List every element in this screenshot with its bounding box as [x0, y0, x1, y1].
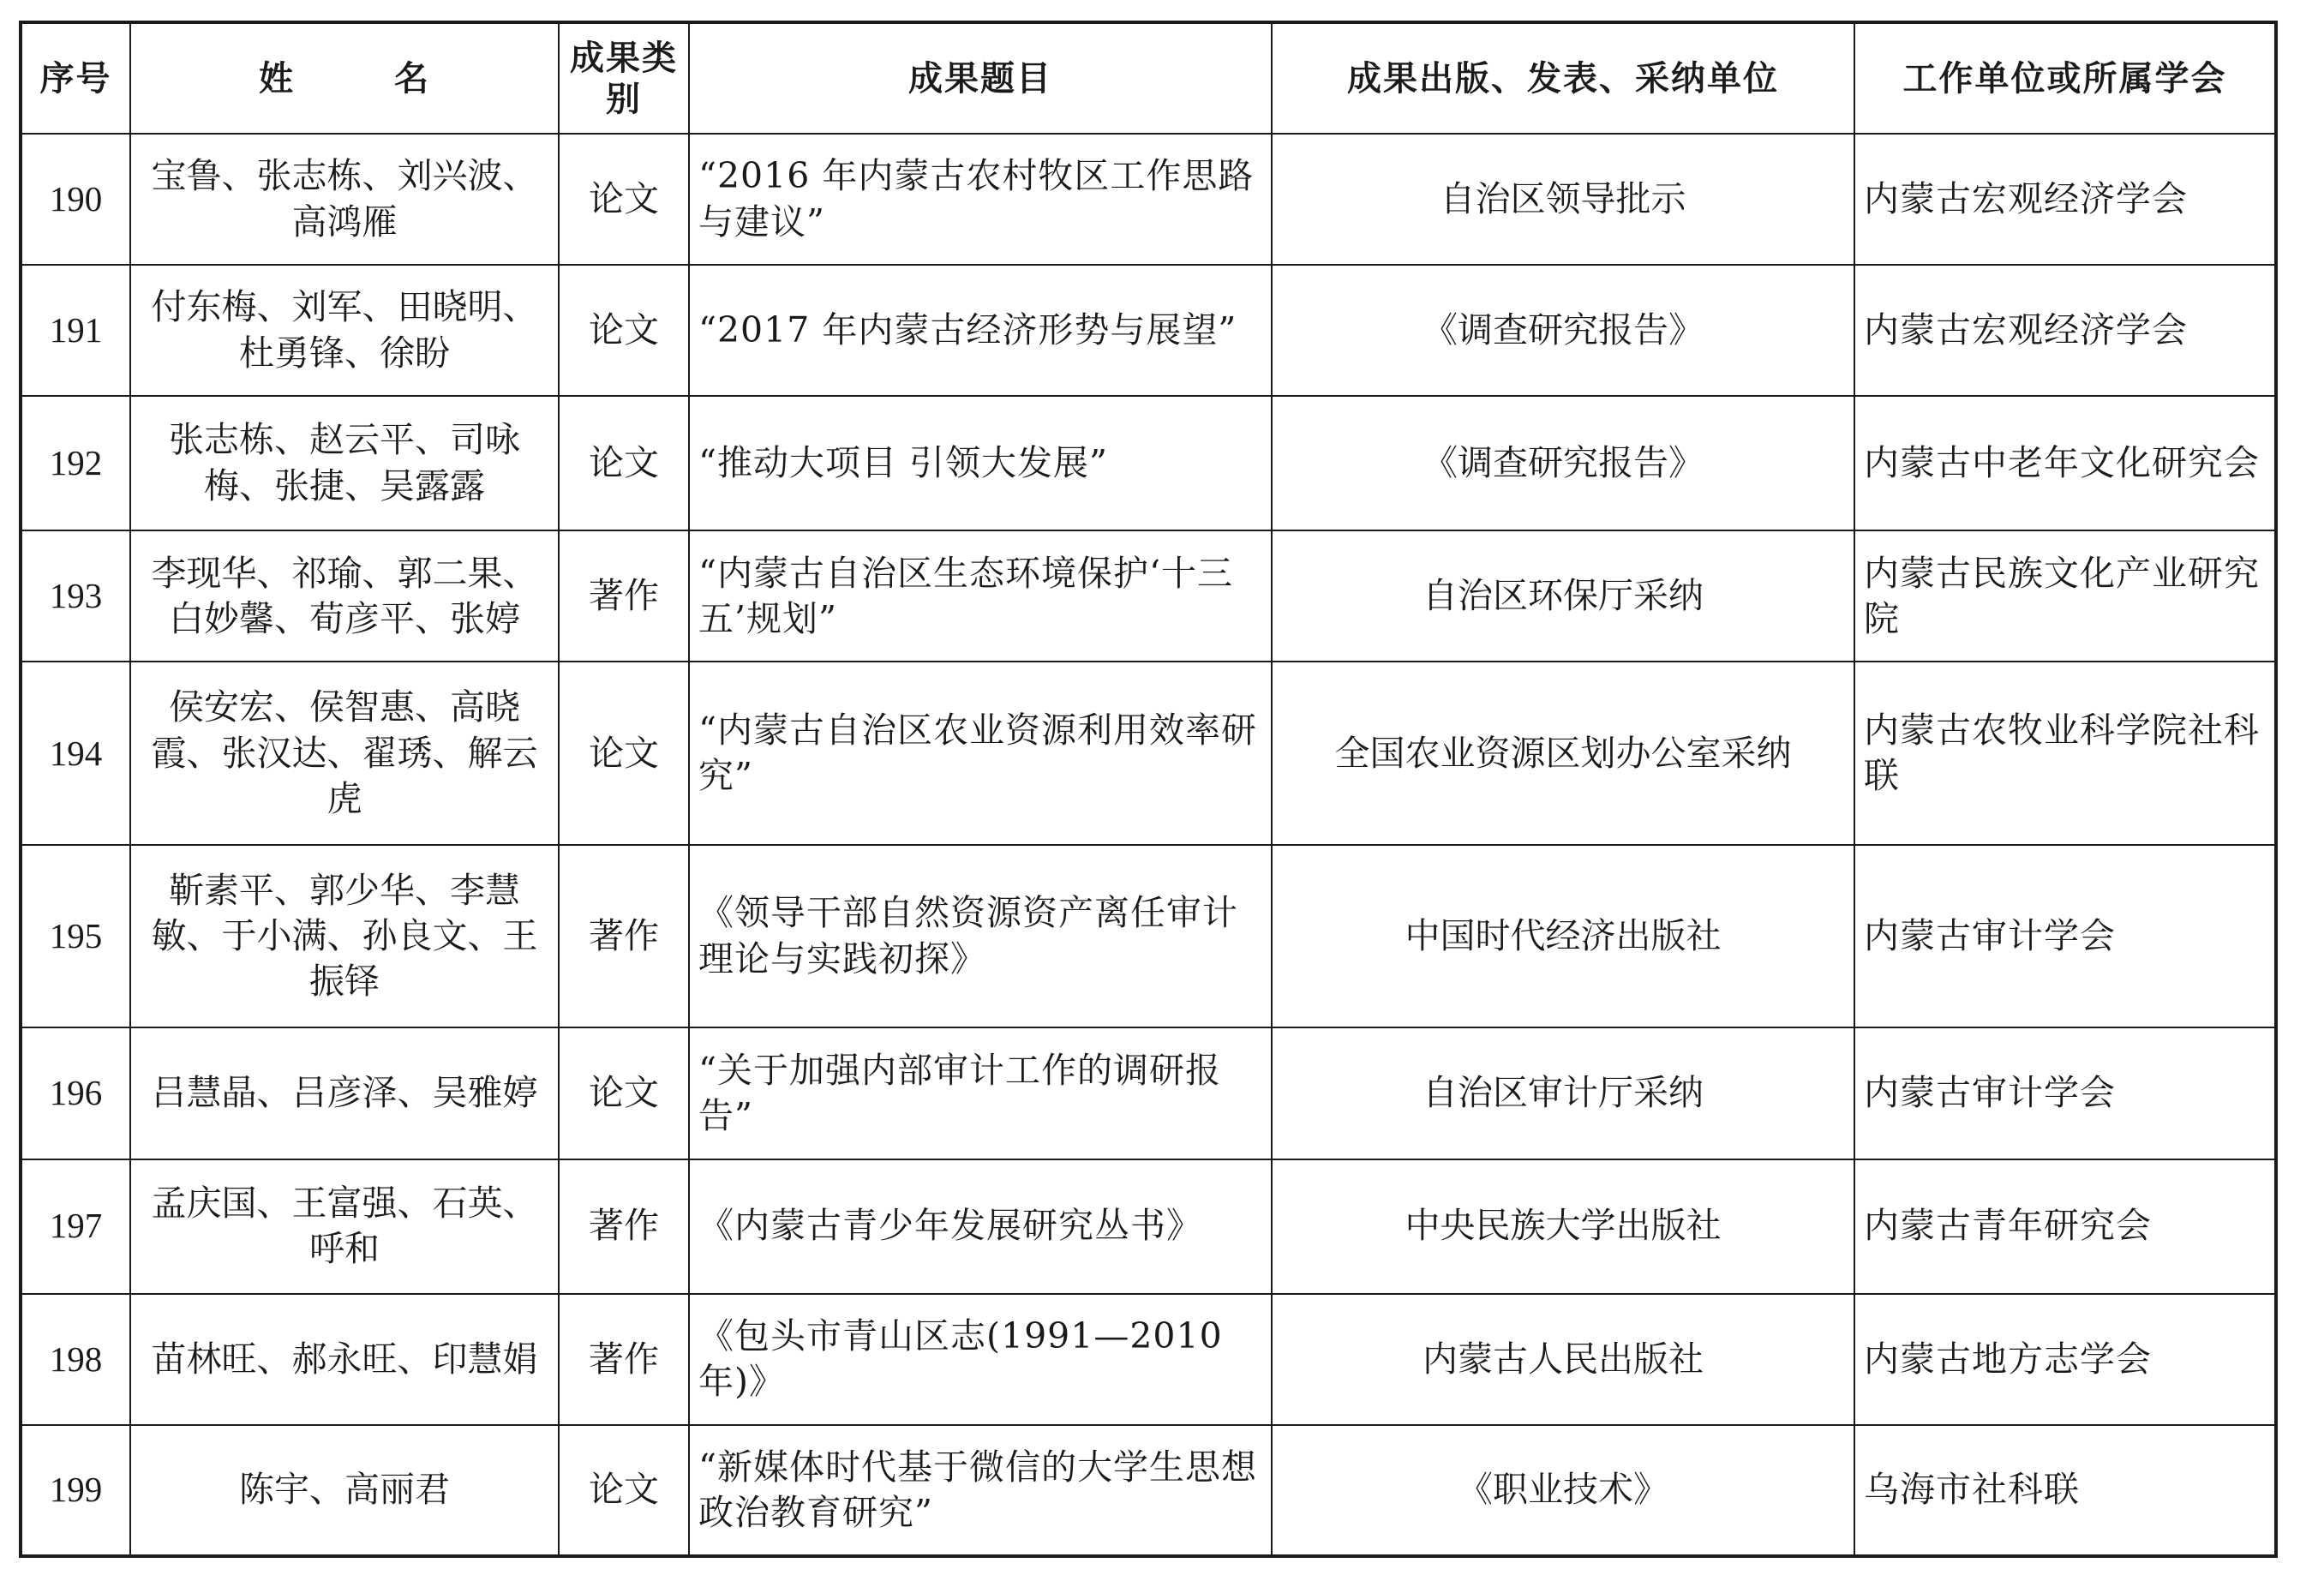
row-title: “关于加强内部审计工作的调研报告” [689, 1027, 1272, 1159]
table-header-row [21, 22, 2276, 134]
table-row [21, 265, 2276, 396]
row-names: 苗林旺、郝永旺、印慧娟 [130, 1294, 559, 1425]
row-org: 乌海市社科联 [1854, 1425, 2276, 1556]
row-title: “新媒体时代基于微信的大学生思想政治教育研究” [689, 1425, 1272, 1556]
row-category: 著作 [559, 845, 689, 1028]
row-category: 论文 [559, 662, 689, 845]
row-title: “2017 年内蒙古经济形势与展望” [689, 265, 1272, 396]
table-row [21, 396, 2276, 530]
row-names: 宝鲁、张志栋、刘兴波、高鸿雁 [130, 134, 559, 265]
row-org: 内蒙古审计学会 [1854, 1027, 2276, 1159]
row-publisher: 内蒙古人民出版社 [1272, 1294, 1854, 1425]
row-publisher: 自治区环保厅采纳 [1272, 530, 1854, 662]
row-number: 193 [21, 530, 130, 662]
table-row [21, 662, 2276, 845]
row-number: 194 [21, 662, 130, 845]
row-names: 侯安宏、侯智惠、高晓霞、张汉达、翟琇、解云虎 [130, 662, 559, 845]
table-row [21, 1159, 2276, 1294]
header-num: 序号 [21, 22, 130, 134]
row-org: 内蒙古中老年文化研究会 [1854, 396, 2276, 530]
row-number: 196 [21, 1027, 130, 1159]
row-publisher: 中央民族大学出版社 [1272, 1159, 1854, 1294]
row-number: 191 [21, 265, 130, 396]
row-org: 内蒙古宏观经济学会 [1854, 265, 2276, 396]
header-name: 姓 名 [130, 22, 559, 134]
row-org: 内蒙古民族文化产业研究院 [1854, 530, 2276, 662]
row-org: 内蒙古地方志学会 [1854, 1294, 2276, 1425]
row-category: 论文 [559, 265, 689, 396]
row-title: 《内蒙古青少年发展研究丛书》 [689, 1159, 1272, 1294]
header-title: 成果题目 [689, 22, 1272, 134]
row-publisher: 自治区审计厅采纳 [1272, 1027, 1854, 1159]
row-org: 内蒙古宏观经济学会 [1854, 134, 2276, 265]
header-org: 工作单位或所属学会 [1854, 22, 2276, 134]
header-category: 成果类别 [559, 22, 689, 134]
row-number: 199 [21, 1425, 130, 1556]
row-number: 197 [21, 1159, 130, 1294]
row-number: 195 [21, 845, 130, 1028]
row-names: 付东梅、刘军、田晓明、杜勇锋、徐盼 [130, 265, 559, 396]
row-number: 192 [21, 396, 130, 530]
row-category: 著作 [559, 1294, 689, 1425]
row-names: 靳素平、郭少华、李慧敏、于小满、孙良文、王振铎 [130, 845, 559, 1028]
row-publisher: 中国时代经济出版社 [1272, 845, 1854, 1028]
table-row [21, 134, 2276, 265]
row-publisher: 自治区领导批示 [1272, 134, 1854, 265]
row-category: 论文 [559, 1027, 689, 1159]
table-row [21, 530, 2276, 662]
table-row [21, 1425, 2276, 1556]
row-publisher: 全国农业资源区划办公室采纳 [1272, 662, 1854, 845]
row-publisher: 《调查研究报告》 [1272, 265, 1854, 396]
row-category: 论文 [559, 134, 689, 265]
row-title: “2016 年内蒙古农村牧区工作思路与建议” [689, 134, 1272, 265]
row-org: 内蒙古审计学会 [1854, 845, 2276, 1028]
row-names: 张志栋、赵云平、司咏梅、张捷、吴露露 [130, 396, 559, 530]
row-names: 李现华、祁瑜、郭二果、白妙馨、荀彦平、张婷 [130, 530, 559, 662]
row-number: 198 [21, 1294, 130, 1425]
row-org: 内蒙古农牧业科学院社科联 [1854, 662, 2276, 845]
row-title: 《领导干部自然资源资产离任审计理论与实践初探》 [689, 845, 1272, 1028]
row-number: 190 [21, 134, 130, 265]
row-category: 论文 [559, 396, 689, 530]
table-row [21, 1027, 2276, 1159]
row-category: 著作 [559, 1159, 689, 1294]
table-row [21, 845, 2276, 1028]
row-names: 吕慧晶、吕彦泽、吴雅婷 [130, 1027, 559, 1159]
row-category: 著作 [559, 530, 689, 662]
table-row [21, 1294, 2276, 1425]
awards-table [19, 21, 2278, 1558]
row-publisher: 《职业技术》 [1272, 1425, 1854, 1556]
header-publisher: 成果出版、发表、采纳单位 [1272, 22, 1854, 134]
row-publisher: 《调查研究报告》 [1272, 396, 1854, 530]
row-title: “推动大项目 引领大发展” [689, 396, 1272, 530]
row-org: 内蒙古青年研究会 [1854, 1159, 2276, 1294]
row-category: 论文 [559, 1425, 689, 1556]
row-names: 孟庆国、王富强、石英、呼和 [130, 1159, 559, 1294]
row-names: 陈宇、高丽君 [130, 1425, 559, 1556]
row-title: 《包头市青山区志(1991—2010 年)》 [689, 1294, 1272, 1425]
row-title: “内蒙古自治区农业资源利用效率研究” [689, 662, 1272, 845]
row-title: “内蒙古自治区生态环境保护‘十三五’规划” [689, 530, 1272, 662]
